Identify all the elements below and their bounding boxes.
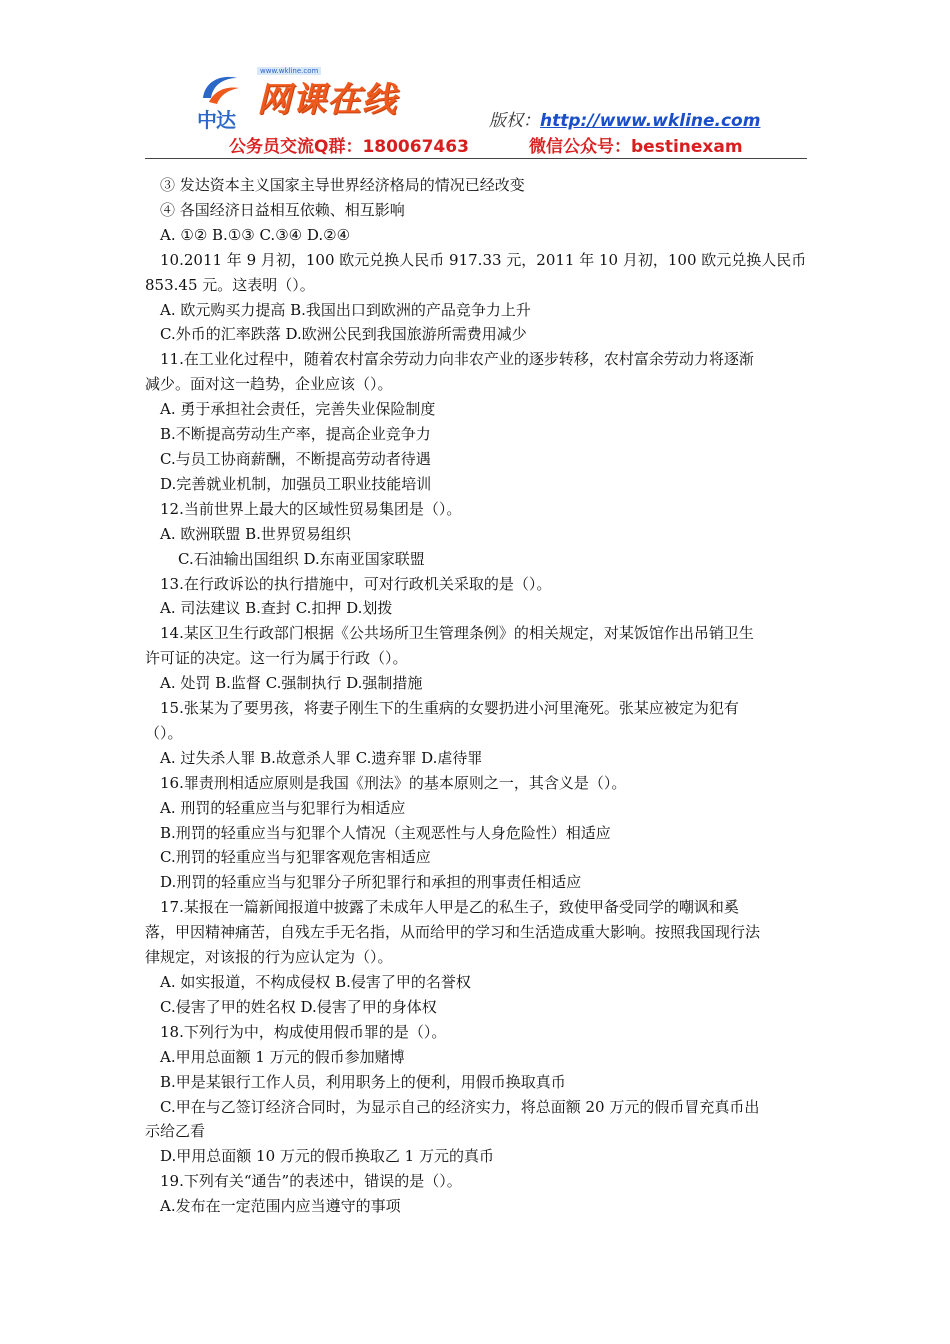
wechat-info: 微信公众号：bestinexam [529,137,743,157]
text-line: 13.在行政诉讼的执行措施中，可对行政机关采取的是（）。 [160,574,552,593]
text-line: （）。 [145,723,183,742]
text-line: 律规定，对该报的行为应认定为（）。 [145,948,393,967]
text-line: C.石油输出国组织 D.东南亚国家联盟 [178,549,425,568]
text-line: A. 过失杀人罪 B.故意杀人罪 C.遗弃罪 D.虐待罪 [160,748,483,767]
text-line: ④ 各国经济日益相互依赖、相互影响 [160,200,405,219]
text-line: 853.45 元。这表明（）。 [145,275,315,294]
text-line: C.与员工协商薪酬，不断提高劳动者待遇 [160,449,431,468]
qq-group-info: 公务员交流Q群：180067463 [229,137,469,157]
text-line: A. 刑罚的轻重应当与犯罪行为相适应 [160,798,406,817]
text-line: B.不断提高劳动生产率，提高企业竞争力 [160,425,431,444]
text-line: 16.罪责刑相适应原则是我国《刑法》的基本原则之一，其含义是（）。 [160,773,627,792]
text-line: A. 欧元购买力提高 B.我国出口到欧洲的产品竞争力上升 [160,300,531,319]
logo-title: 网课在线 [257,80,397,120]
text-line: D.完善就业机制，加强员工职业技能培训 [160,474,432,493]
text-line: 许可证的决定。这一行为属于行政（）。 [145,649,408,668]
logo-site-url: www.wkline.com [257,67,321,75]
text-line: A.发布在一定范围内应当遵守的事项 [160,1197,401,1216]
text-line: C.甲在与乙签订经济合同时，为显示自己的经济实力，将总面额 20 万元的假币冒充真币出 [160,1097,760,1116]
text-line: C.刑罚的轻重应当与犯罪客观危害相适应 [160,848,431,867]
text-line: D.刑罚的轻重应当与犯罪分子所犯罪行和承担的刑事责任相适应 [160,873,582,892]
text-line: 10.2011 年 9 月初，100 欧元兑换人民币 917.33 元，2011 年 10 月初，100 欧元兑换人民币 [160,250,807,269]
text-line: A. 司法建议 B.查封 C.扣押 D.划拨 [160,599,393,618]
copyright-label: 版权： [489,111,540,131]
text-line: ③ 发达资本主义国家主导世界经济格局的情况已经改变 [160,176,525,194]
text-line: 减少。面对这一趋势，企业应该（）。 [145,375,393,394]
text-line: 19.下列有关“通告”的表述中，错误的是（）。 [160,1172,462,1191]
text-line: 示给乙看 [145,1122,206,1141]
text-line: D.甲用总面额 10 万元的假币换取乙 1 万元的真币 [160,1147,494,1166]
text-line: 15.张某为了要男孩，将妻子刚生下的生重病的女婴扔进小河里淹死。张某应被定为犯有 [160,699,739,718]
document-body [145,173,807,1219]
text-line: A. 欧洲联盟 B.世界贸易组织 [160,524,351,543]
copyright-line [489,106,760,131]
copyright-link[interactable]: http://www.wkline.com [540,111,761,131]
logo-short-name: 中达 [197,108,235,132]
text-line: B.刑罚的轻重应当与犯罪个人情况（主观恶性与人身危险性）相适应 [160,823,611,842]
text-line: 落，甲因精神痛苦，自残左手无名指，从而给甲的学习和生活造成重大影响。按照我国现行法 [145,923,761,942]
text-line: A. 勇于承担社会责任，完善失业保险制度 [160,400,436,419]
text-line: 12.当前世界上最大的区域性贸易集团是（）。 [160,499,462,518]
header-divider [145,158,807,159]
page-header [145,60,807,162]
text-line: 17.某报在一篇新闻报道中披露了未成年人甲是乙的私生子，致使甲备受同学的嘲讽和奚 [160,898,739,917]
text-line: A. 处罚 B.监督 C.强制执行 D.强制措施 [160,674,423,693]
text-line: A.甲用总面额 1 万元的假币参加赌博 [160,1047,405,1066]
text-line: 11.在工业化过程中，随着农村富余劳动力向非农产业的逐步转移，农村富余劳动力将逐渐 [160,350,754,369]
text-line: 14.某区卫生行政部门根据《公共场所卫生管理条例》的相关规定，对某饭馆作出吊销卫生 [160,624,754,643]
text-line: B.甲是某银行工作人员，利用职务上的便利，用假币换取真币 [160,1072,566,1091]
text-line: A. ①② B.①③ C.③④ D.②④ [160,225,351,244]
text-line: A. 如实报道，不构成侵权 B.侵害了甲的名誉权 [160,973,471,991]
text-line: 18.下列行为中，构成使用假币罪的是（）。 [160,1022,447,1041]
text-line: C.侵害了甲的姓名权 D.侵害了甲的身体权 [160,997,437,1016]
text-line: C.外币的汇率跌落 D.欧洲公民到我国旅游所需费用减少 [160,325,527,344]
